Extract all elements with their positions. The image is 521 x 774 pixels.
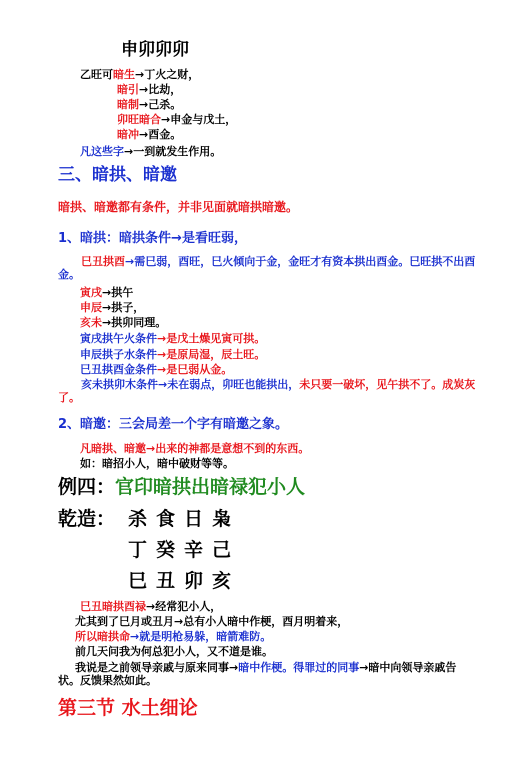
stems2-row bbox=[128, 539, 240, 562]
stem-3: 日 bbox=[184, 508, 204, 530]
line-cond3: 巳丑拱酉金条件→是巳弱从金。 bbox=[80, 363, 233, 376]
line-yi-ansheng: 乙旺可暗生→丁火之财， bbox=[80, 68, 200, 81]
line-l2: 尤其到了巳月或丑月→总有小人暗中作梗，酉月明着来， bbox=[75, 615, 349, 628]
line-shenchen: 申辰→拱子， bbox=[80, 301, 145, 314]
line-yinxu: 寅戌→拱午 bbox=[80, 286, 134, 299]
stems-row bbox=[128, 508, 240, 531]
line-anzhi: 暗制→己杀。 bbox=[117, 98, 182, 111]
branch-1: 巳 bbox=[128, 570, 148, 592]
line-yao: 凡暗拱、暗邀→出来的神都是意想不到的东西。 bbox=[80, 442, 310, 455]
stem2-1: 丁 bbox=[128, 539, 148, 561]
stem-1: 杀 bbox=[128, 508, 148, 530]
line-sichou-gongyou: 巳丑拱酉→需巳弱，酉旺，巳火倾向于金，金旺才有资本拱出酉金。巳旺拱不出酉金。 bbox=[58, 255, 476, 282]
line-cond1: 寅戌拱午火条件→是戊土燥见寅可拱。 bbox=[80, 332, 266, 345]
example-label: 例四： bbox=[58, 476, 116, 498]
line-l1: 巳丑暗拱酉禄→经常犯小人， bbox=[80, 600, 222, 613]
branch-4: 亥 bbox=[212, 570, 232, 592]
heading-shenmao: 申卯卯卯 bbox=[121, 40, 189, 60]
branch-2: 丑 bbox=[156, 570, 176, 592]
line-l5: 我说是之前领导亲戚与原来同事→暗中作梗。得罪过的同事→暗中向领导亲戚告状。反馈果然如此。 bbox=[58, 661, 457, 688]
sub2-title: 2、暗邀：三会局差一个字有暗邀之象。 bbox=[58, 417, 289, 432]
branches-row bbox=[128, 570, 240, 593]
line-ru: 如：暗招小人，暗中破财等等。 bbox=[80, 457, 234, 470]
sub1-title: 1、暗拱：暗拱条件→是看旺弱， bbox=[58, 231, 247, 246]
example-heading bbox=[58, 476, 305, 499]
line-cond4: 亥未拱卯木条件→未在弱点，卯旺也能拱出，未只要一破坏，见午拱不了。成炭灰了。 bbox=[58, 378, 476, 405]
stem-4: 枭 bbox=[212, 508, 232, 530]
stem2-3: 辛 bbox=[184, 539, 204, 561]
example-title: 官印暗拱出暗禄犯小人 bbox=[115, 476, 306, 498]
line-fan: 凡这些字→一到就发生作用。 bbox=[80, 145, 222, 158]
stem-2: 食 bbox=[156, 508, 176, 530]
line-haiwei: 亥未→拱卯同理。 bbox=[80, 316, 167, 329]
branch-3: 卯 bbox=[184, 570, 204, 592]
qianzao-label: 乾造： bbox=[58, 508, 116, 530]
line-cond2: 申辰拱子水条件→是原局湿，辰土旺。 bbox=[80, 348, 266, 361]
section3-title: 三、暗拱、暗邀 bbox=[58, 165, 177, 185]
section-end-title: 第三节 水土细论 bbox=[58, 697, 198, 719]
stem2-4: 己 bbox=[212, 539, 232, 561]
section3-note: 暗拱、暗邀都有条件，并非见面就暗拱暗邀。 bbox=[58, 200, 299, 214]
line-anhe: 卯旺暗合→申金与戊土， bbox=[117, 113, 237, 126]
line-l4: 前几天问我为何总犯小人，又不道是谁。 bbox=[75, 645, 273, 658]
stem2-2: 癸 bbox=[156, 539, 176, 561]
line-anchong: 暗冲→酉金。 bbox=[117, 128, 182, 141]
line-anyin: 暗引→比劫， bbox=[117, 83, 182, 96]
line-l3: 所以暗拱命→就是明枪易躲，暗箭难防。 bbox=[75, 630, 272, 643]
